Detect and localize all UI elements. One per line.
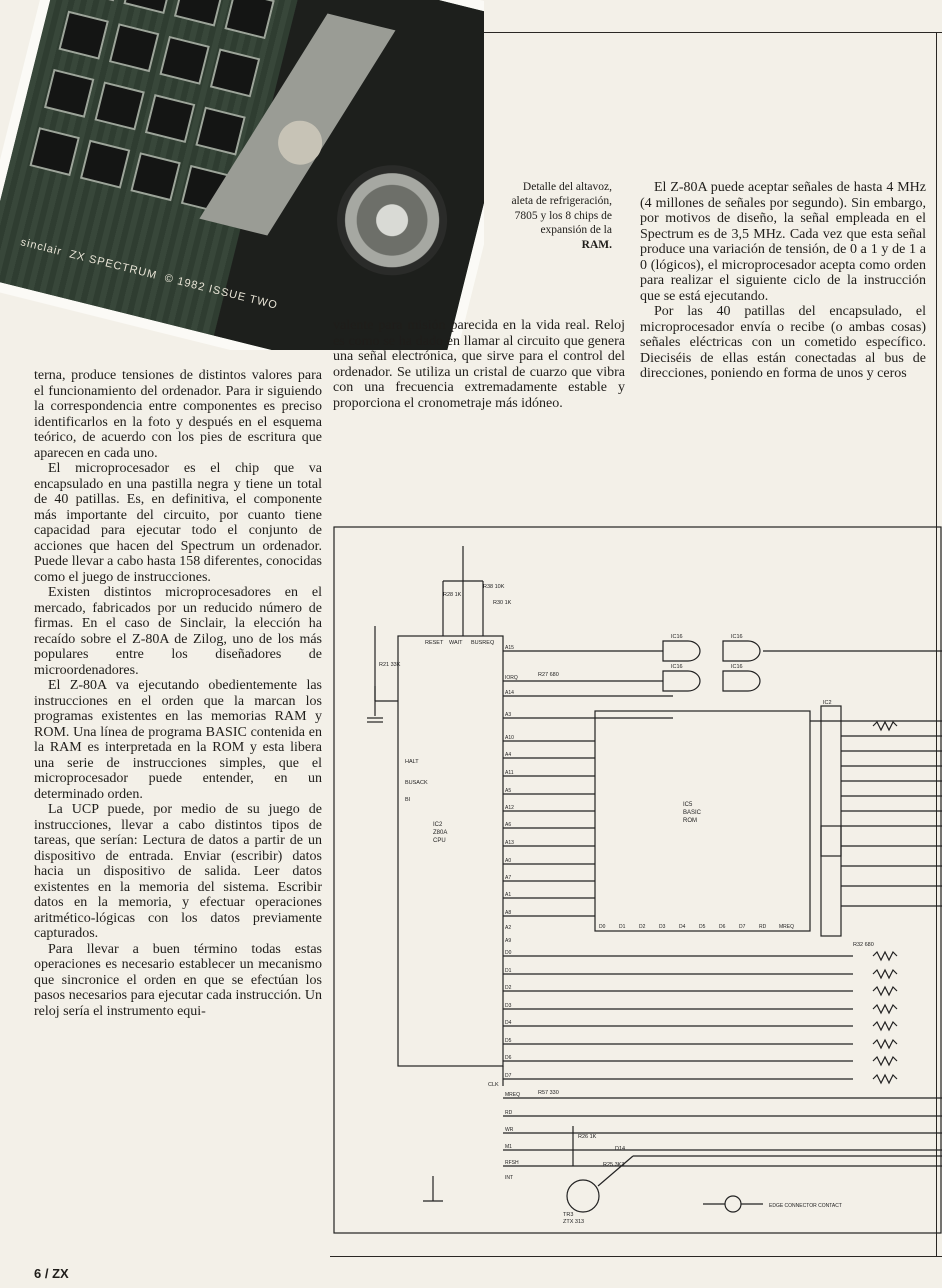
rom-pin-label: RD: [759, 924, 767, 930]
transistor-label-2: ZTX 313: [563, 1219, 585, 1225]
resistor-label: R25 3K3: [603, 1162, 625, 1168]
cpu-pin-label: A12: [505, 805, 514, 811]
rom-chip: [595, 711, 810, 931]
paragraph: Por las 40 patillas del encapsulado, el microprocesador envía o recibe (o ambas cosas) señales eléctricas con un cometido específico. Dieciséis de ellas están conectadas al bus de direcciones, poniendo en forma de unos y ceros: [640, 304, 926, 381]
gate-3: [663, 671, 700, 691]
rom-pin-label: D5: [699, 924, 706, 930]
cpu-pin-label: D2: [505, 985, 512, 991]
resistor: [873, 987, 897, 995]
rom-pin-label: D7: [739, 924, 746, 930]
transistor-label-1: TR3: [563, 1212, 574, 1218]
resistor: [873, 1005, 897, 1013]
cpu-clk: CLK: [488, 1082, 499, 1088]
paragraph: El Z-80A puede aceptar señales de hasta 4 MHz (4 millones de señales por segundo). Sin embargo, por motivos de diseño, la señal empleada en el Spectrum es de 3,5 MHz. Cada vez que esta señal produce una variación de tensión, de 0 a 1 y de 1 a 0 (lógicos), el microprocesador acepta como orden para realizar el siguiente ciclo de la instrucción que se está ejecutando.: [640, 180, 926, 304]
resistor-label: R57 330: [538, 1090, 559, 1096]
cpu-pin-label: A14: [505, 690, 514, 696]
ic-label: IC16: [671, 634, 683, 640]
cpu-pin-label: A13: [505, 840, 514, 846]
cpu-pin-label: D3: [505, 1003, 512, 1009]
cpu-pin-label: MREQ: [505, 1092, 520, 1098]
cpu-pin-halt: HALT: [405, 759, 419, 765]
resistor-label: R28 1K: [443, 592, 462, 598]
board-brand-print: sinclair ZX SPECTRUM © 1982 ISSUE TWO: [19, 236, 279, 312]
circuit-schematic: [333, 526, 942, 1234]
cpu-pin-label: A9: [505, 938, 512, 944]
cpu-label-2: Z80A: [433, 830, 448, 836]
cpu-pin-busack: BUSACK: [405, 780, 428, 786]
resistor: [873, 952, 897, 960]
rom-label-1: IC5: [683, 802, 693, 808]
cpu-pin-label: D6: [505, 1055, 512, 1061]
resistor-label: R32 680: [853, 942, 874, 948]
frame-bottom-rule: [330, 1256, 942, 1257]
rom-pin-label: D3: [659, 924, 666, 930]
ic-label: IC16: [731, 664, 743, 670]
resistor: [873, 1040, 897, 1048]
paragraph: Existen distintos microprocesadores en el mercado, fabricados por un reducido número de firmas. En el caso de Sinclair, la elección ha recaído sobre el Z-80A de Zilog, uno de los más populares entre los diseñadores de microordenadores.: [34, 585, 322, 678]
paragraph: valente para misión parecida en la vida real. Reloj es como se ha dado en llamar al circuito que genera una señal electrónica, que sirve para el control del ordenador. Se utiliza un cristal de cuarzo que vibra con una frecuencia extremadamente estable y proporciona el cronometraje más idóneo.: [333, 318, 625, 411]
column-2: [333, 318, 625, 411]
paragraph: La UCP puede, por medio de su juego de instrucciones, llevar a cabo distintos tipos de tareas, que serían: Lectura de datos a partir de un dispositivo de entrada. Enviar (escribir) datos hacia un dispositivo de salida. Leer datos existentes en la memoria del sistema. Escribir datos en la memoria, y efectuar operaciones aritmético-lógicas con los datos previamente capturados.: [34, 802, 322, 941]
cpu-pin-reset: RESET: [425, 640, 444, 646]
rom-pin-label: D0: [599, 924, 606, 930]
column-3: [640, 180, 926, 382]
cpu-pin-bi: BI: [405, 797, 411, 803]
gate-1: [663, 641, 700, 661]
rom-label-2: BASIC: [683, 810, 702, 816]
cpu-pin-label: D1: [505, 968, 512, 974]
cpu-pin-label: IORQ: [505, 675, 518, 681]
transistor: [567, 1180, 599, 1212]
cpu-pin-label: A8: [505, 910, 512, 916]
cpu-pin-label: A3: [505, 712, 512, 718]
cpu-pin-label: M1: [505, 1144, 512, 1150]
resistor: [873, 1022, 897, 1030]
rom-pin-label: D2: [639, 924, 646, 930]
rom-pin-label: D6: [719, 924, 726, 930]
cpu-pin-label: INT: [505, 1175, 514, 1181]
rom-output-lines: [810, 721, 942, 906]
rom-pin-label: MREQ: [779, 924, 794, 930]
multiplexer-chip-1: [821, 706, 841, 856]
ic-label: IC16: [671, 664, 683, 670]
ic-label: IC2: [823, 700, 832, 706]
rom-pin-label: D1: [619, 924, 626, 930]
cpu-label-1: IC2: [433, 822, 443, 828]
cpu-pin-label: A15: [505, 645, 514, 651]
cpu-pin-label: WR: [505, 1127, 514, 1133]
gate-4: [723, 671, 760, 691]
cpu-pin-label: A10: [505, 735, 514, 741]
cpu-pin-label: D4: [505, 1020, 512, 1026]
cpu-pin-label: A2: [505, 925, 512, 931]
paragraph: El Z-80A va ejecutando obedientemente las instrucciones en el orden que la marcan los programas existentes en las memorias RAM y ROM. Una línea de programa BASIC contenida en la RAM es interpretada en la ROM y esta libera una serie de instrucciones simples, que el microprocesador puede entender, en un determinado orden.: [34, 678, 322, 802]
cpu-pin-wait: WAIT: [449, 640, 463, 646]
cpu-label-3: CPU: [433, 838, 446, 844]
resistor-label: R21 33K: [379, 662, 401, 668]
cpu-pin-label: A1: [505, 892, 512, 898]
cpu-pin-label: RD: [505, 1110, 513, 1116]
column-1: [34, 368, 322, 1019]
schematic-border: [334, 527, 941, 1233]
resistor-label: R38 10K: [483, 584, 505, 590]
paragraph: El microprocesador es el chip que va encapsulado en una pastilla negra y tiene un total de 40 patillas. Es, en definitiva, el componente más importante del circuito, por cuanto tiene capacidad para ejecutar todo el conjunto de acciones que hacen del Spectrum un ordenador. Puede llevar a cabo hasta 158 diferentes, conocidas como el juego de instrucciones.: [34, 461, 322, 585]
cpu-pin-label: A0: [505, 858, 512, 864]
board-photo: [0, 0, 484, 350]
resistor: [873, 1075, 897, 1083]
resistor-label: R30 1K: [493, 600, 512, 606]
cpu-pin-label: D7: [505, 1073, 512, 1079]
cpu-chip: [398, 636, 503, 1066]
cpu-pin-label: A7: [505, 875, 512, 881]
cpu-pin-label: A4: [505, 752, 512, 758]
gate-2: [723, 641, 760, 661]
paragraph: terna, produce tensiones de distintos valores para el funcionamiento del ordenador. Para ir siguiendo la correspondencia entre componentes es preciso identificarlos en la foto y después en el esquema teórico, de acuerdo con los pies de escritura que aparecen en cada uno.: [34, 368, 322, 461]
page-folio: 6 / ZX: [34, 1266, 69, 1281]
resistor: [873, 722, 897, 730]
rom-pin-label: D4: [679, 924, 686, 930]
cpu-pin-label: A6: [505, 822, 512, 828]
ic-label: IC16: [731, 634, 743, 640]
resistor-label: R26 1K: [578, 1134, 597, 1140]
diode-label: D14: [615, 1146, 626, 1152]
cpu-pin-label: A11: [505, 770, 514, 776]
paragraph: Para llevar a buen término todas estas operaciones es necesario establecer un mecanismo que sincronice el orden en que se efectúan los pasos necesarios para ejecutar cada instrucción. Un reloj sería el instrumento equi-: [34, 941, 322, 1019]
cpu-pin-label: D5: [505, 1038, 512, 1044]
resistor: [873, 970, 897, 978]
cpu-pin-busreq: BUSREQ: [471, 640, 495, 646]
photo-caption: Detalle del altavoz, aleta de refrigeración, 7805 y los 8 chips de expansión de la RAM.: [511, 181, 612, 251]
cpu-pin-label: A5: [505, 788, 512, 794]
resistor: [873, 1057, 897, 1065]
rom-label-3: ROM: [683, 818, 697, 824]
multiplexer-chip-2: [821, 826, 841, 936]
cpu-pin-label: RFSH: [505, 1160, 519, 1166]
cpu-pin-label: D0: [505, 950, 512, 956]
edge-connector-legend: EDGE CONNECTOR CONTACT: [769, 1203, 842, 1209]
resistor-label: R27 680: [538, 672, 559, 678]
